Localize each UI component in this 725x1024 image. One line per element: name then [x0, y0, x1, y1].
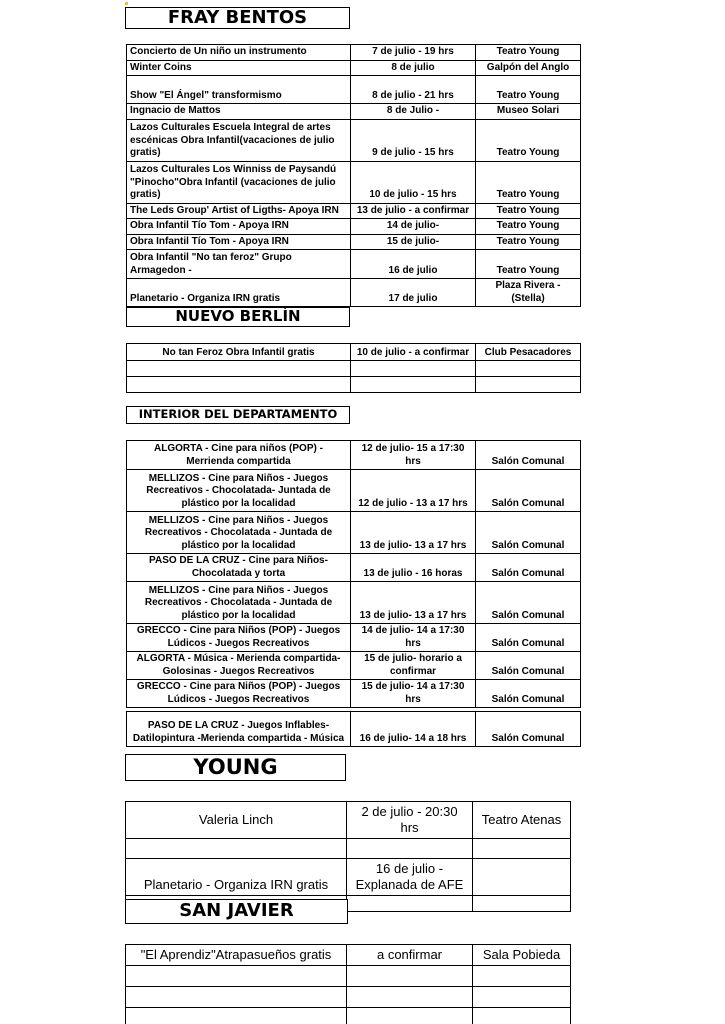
table-row — [127, 361, 581, 377]
table-row: The Leds Group' Artist of Ligths- Apoya IRN 13 de julio - a confirmar Teatro Young — [127, 203, 581, 219]
fray-bentos-table — [126, 44, 581, 307]
interior-table — [126, 440, 581, 708]
table-row: MELLIZOS - Cine para Niños - Juegos Recreativos - Chocolatada - Juntada de plástico por la localidad 13 de julio- 13 a 17 hrs Salón Comunal — [127, 582, 581, 624]
table-row — [126, 966, 571, 987]
section-header-young: YOUNG — [125, 754, 346, 781]
table-row: Planetario - Organiza IRN gratis 17 de julio Plaza Rivera - (Stella) — [127, 279, 581, 307]
table-row: MELLIZOS - Cine para Niños - Juegos Recreativos - Chocolatada- Juntada de plástico por la localidad 12 de julio - 13 a 17 hrs Salón Comunal — [127, 470, 581, 512]
table-row: Lazos Culturales Los Winniss de Paysandú "Pinocho"Obra Infantil (vacaciones de julio gratis) 10 de julio - 15 hrs Teatro Young — [127, 161, 581, 203]
section-header-fray-bentos: FRAY BENTOS — [125, 7, 350, 29]
table-row: Winter Coins 8 de julio Galpón del Anglo — [127, 60, 581, 76]
table-row: Obra Infantil Tío Tom - Apoya IRN 14 de julio- Teatro Young — [127, 219, 581, 235]
table-row — [126, 1008, 571, 1024]
interior-table-last — [126, 711, 581, 747]
table-row: Concierto de Un niño un instrumento 7 de julio - 19 hrs Teatro Young — [127, 45, 581, 61]
table-row: "El Aprendiz"Atrapasueños gratis a confirmar Sala Pobieda — [126, 945, 571, 966]
table-row: Obra Infantil Tío Tom - Apoya IRN 15 de julio- Teatro Young — [127, 234, 581, 250]
table-row — [126, 987, 571, 1008]
table-row: PASO DE LA CRUZ - Cine para Niños- Chocolatada y torta 13 de julio - 16 horas Salón Comunal — [127, 554, 581, 582]
nuevo-berlin-table — [126, 343, 581, 393]
table-row — [126, 839, 571, 859]
table-row: Ingnacio de Mattos 8 de Julio - Museo Solari — [127, 104, 581, 120]
table-row: MELLIZOS - Cine para Niños - Juegos Recreativos - Chocolatada - Juntada de plástico por la localidad 13 de julio- 13 a 17 hrs Salón Comunal — [127, 512, 581, 554]
section-header-nuevo-berlin: NUEVO BERLÍN — [126, 307, 350, 327]
section-header-interior: INTERIOR DEL DEPARTAMENTO — [126, 406, 350, 424]
table-row: ALGORTA - Música - Merienda compartida- Golosinas - Juegos Recreativos 15 de julio- horario a confirmar Salón Comunal — [127, 652, 581, 680]
san-javier-table — [125, 944, 571, 1024]
table-row — [127, 377, 581, 393]
table-row: Valeria Linch 2 de julio - 20:30 hrs Teatro Atenas — [126, 802, 571, 839]
table-row: GRECCO - Cine para Niños (POP) - Juegos Lúdicos - Juegos Recreativos 15 de julio- 14 a 17:30 hrs Salón Comunal — [127, 680, 581, 708]
young-table — [125, 801, 571, 912]
table-row: Show "El Ángel" transformismo 8 de julio - 21 hrs Teatro Young — [127, 76, 581, 104]
table-row: Lazos Culturales Escuela Integral de artes escénicas Obra Infantil(vacaciones de julio gratis) 9 de julio - 15 hrs Teatro Young — [127, 119, 581, 161]
corner-mark — [125, 2, 128, 5]
table-row: GRECCO - Cine para Niños (POP) - Juegos Lúdicos - Juegos Recreativos 14 de julio- 14 a 17:30 hrs Salón Comunal — [127, 624, 581, 652]
table-row: No tan Feroz Obra Infantil gratis 10 de julio - a confirmar Club Pesacadores — [127, 344, 581, 361]
table-row: PASO DE LA CRUZ - Juegos Inflables- Datilopintura -Merienda compartida - Música 16 de julio- 14 a 18 hrs Salón Comunal — [127, 712, 581, 747]
section-header-san-javier: SAN JAVIER — [125, 899, 348, 924]
table-row: Obra Infantil "No tan feroz" Grupo Armagedon - 16 de julio Teatro Young — [127, 250, 581, 279]
table-row: Planetario - Organiza IRN gratis 16 de julio - Explanada de AFE — [126, 859, 571, 896]
table-row: ALGORTA - Cine para niños (POP) - Merrienda compartida 12 de julio- 15 a 17:30 hrs Salón Comunal — [127, 441, 581, 470]
